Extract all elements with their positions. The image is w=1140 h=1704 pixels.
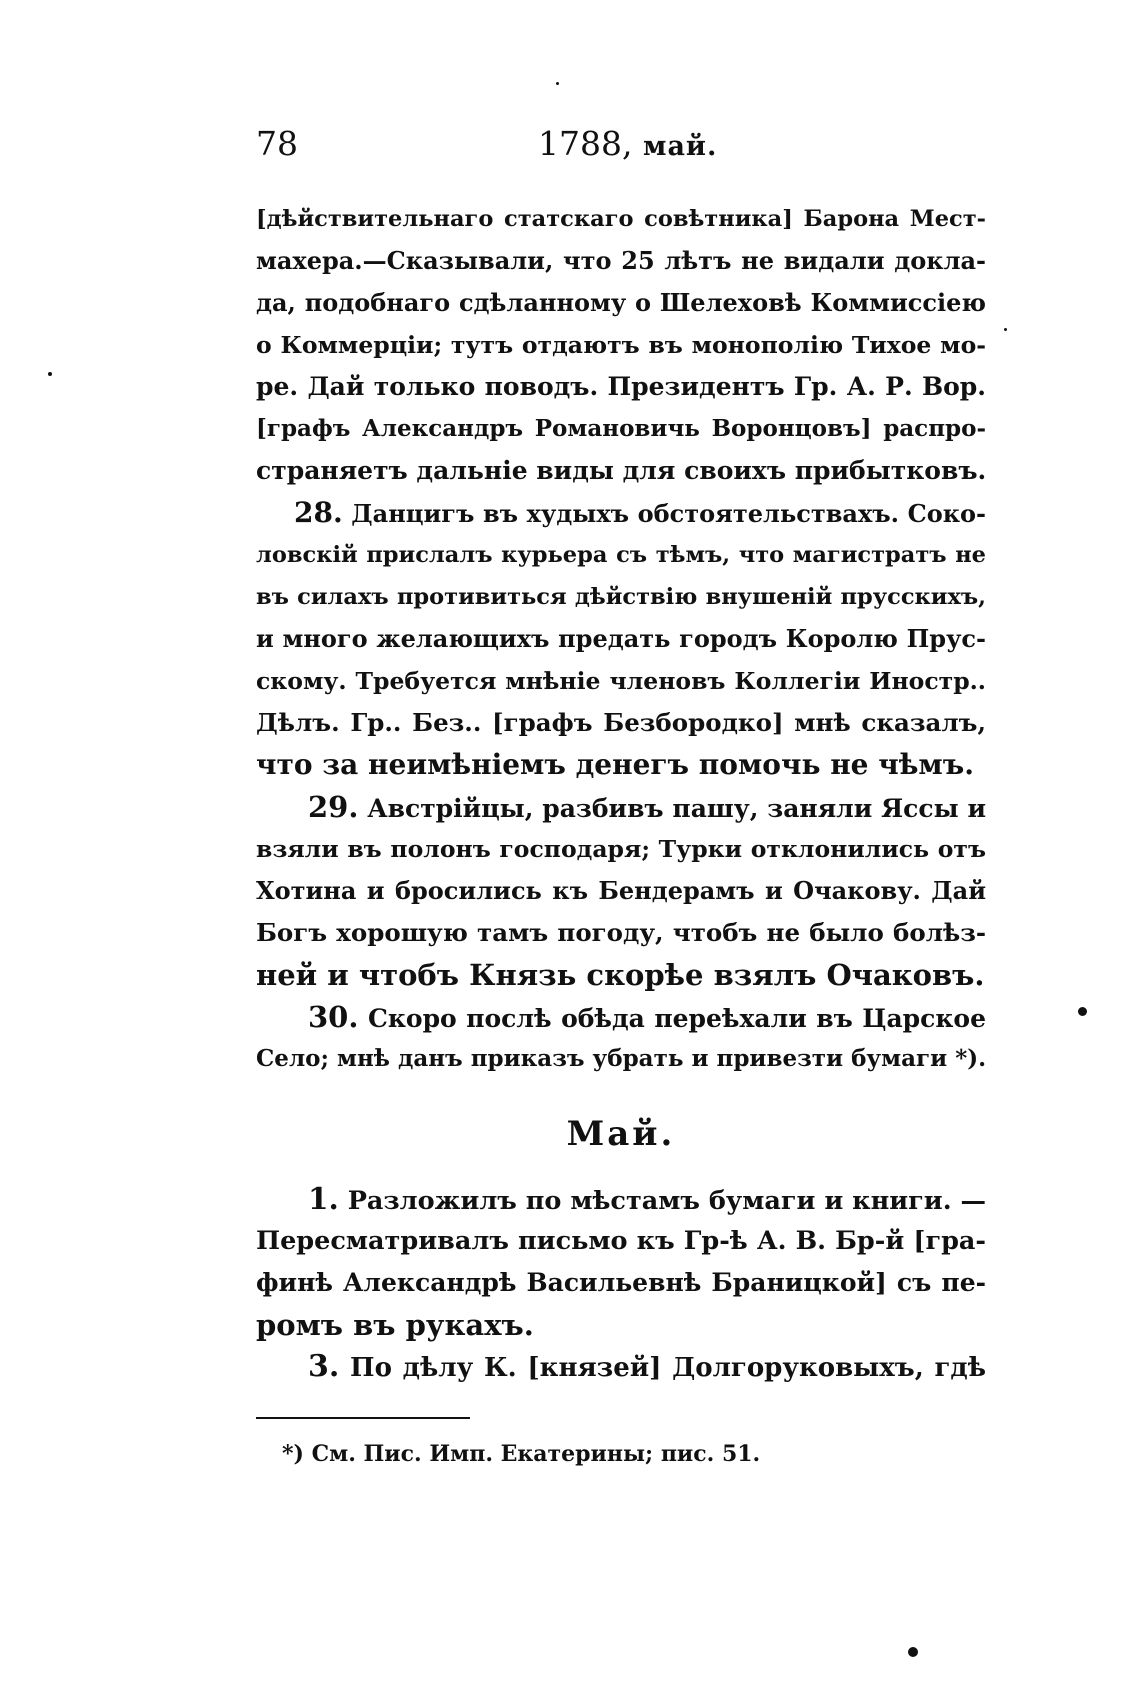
text-line: Богъ хорошую тамъ погоду, чтобъ не было болѣз-	[256, 918, 986, 947]
ink-speck	[1078, 1007, 1087, 1016]
ink-speck	[1004, 328, 1007, 331]
entry-28-text: Данцигъ въ худыхъ обстоятельствахъ. Соко-	[351, 499, 987, 528]
text-line: скому. Требуется мнѣніе членовъ Коллегіи Иностр..	[256, 667, 986, 695]
text-line: ловскій прислалъ курьера съ тѣмъ, что магистратъ не	[256, 542, 986, 568]
text-line: страняетъ дальніе виды для своихъ прибытковъ.	[256, 456, 987, 485]
running-head-month: май.	[642, 131, 718, 162]
entry-1-first-line	[256, 1178, 986, 1220]
entry-1-date: 1.	[308, 1181, 339, 1216]
text-line: ре. Дай только поводъ. Президентъ Гр. А. Р. Вор.	[256, 372, 986, 401]
entry-30-first-line	[256, 996, 986, 1038]
page-header	[256, 124, 986, 168]
text-line: взяли въ полонъ господаря; Турки отклонились отъ	[256, 835, 986, 863]
ink-speck	[556, 82, 559, 85]
body-text	[256, 198, 986, 1388]
text-line: [графъ Александръ Романовичь Воронцовъ] распро-	[256, 415, 986, 442]
entry-1-text: Разложилъ по мѣстамъ бумаги и книги. —	[347, 1186, 986, 1216]
entry-28-first-line	[256, 492, 986, 534]
text-line: [дѣйствительнаго статскаго совѣтника] Барона Мест-	[256, 206, 986, 232]
entry-29-text: Австрійцы, разбивъ пашу, заняли Яссы и	[367, 794, 986, 823]
footnote: *) См. Пис. Имп. Екатерины; пис. 51.	[282, 1441, 761, 1467]
entry-30-text: Скоро послѣ обѣда переѣхали въ Царское	[367, 1004, 986, 1033]
running-head-year: 1788,	[538, 124, 633, 163]
entry-3-first-line	[256, 1346, 986, 1388]
text-line: о Коммерціи; тутъ отдаютъ въ монополію Тихое мо-	[256, 331, 986, 359]
page-number: 78	[256, 124, 298, 163]
text-line: финѣ Александрѣ Васильевнѣ Браницкой] съ пе-	[256, 1268, 986, 1297]
text-line: ней и чтобъ Князь скорѣе взялъ Очаковъ.	[256, 958, 985, 992]
text-line: ромъ въ рукахъ.	[256, 1308, 534, 1342]
entry-3-text: По дѣлу К. [князей] Долгоруковыхъ, гдѣ	[350, 1353, 986, 1383]
section-title: Май.	[566, 1114, 676, 1154]
ink-speck	[48, 372, 52, 376]
entry-30-date: 30.	[308, 1000, 359, 1034]
text-line: и много желающихъ предать городъ Королю Прус-	[256, 624, 986, 653]
entry-29-first-line	[256, 786, 986, 828]
footnote-rule	[256, 1417, 470, 1419]
text-line: Хотина и бросились къ Бендерамъ и Очакову. Дай	[256, 876, 986, 905]
running-head	[538, 124, 717, 163]
text-line: да, подобнаго сдѣланному о Шелеховѣ Коммиссіею	[256, 288, 986, 317]
text-line: махера.—Сказывали, что 25 лѣтъ не видали докла-	[256, 246, 986, 275]
entry-28-date: 28.	[294, 496, 343, 529]
text-line: Село; мнѣ данъ приказъ убрать и привезти бумаги *).	[256, 1045, 987, 1072]
text-line: Дѣлъ. Гр.. Без.. [графъ Безбородко] мнѣ сказалъ,	[256, 708, 986, 737]
entry-3-date: 3.	[308, 1349, 340, 1384]
entry-29-date: 29.	[308, 790, 359, 824]
text-line: въ силахъ противиться дѣйствію внушеній прусскихъ,	[256, 584, 986, 610]
ink-speck	[908, 1647, 918, 1657]
text-line: Пересматривалъ письмо къ Гр-ѣ А. В. Бр-й [гра-	[256, 1226, 986, 1256]
text-line: что за неимѣніемъ денегъ помочь не чѣмъ.	[256, 748, 974, 781]
